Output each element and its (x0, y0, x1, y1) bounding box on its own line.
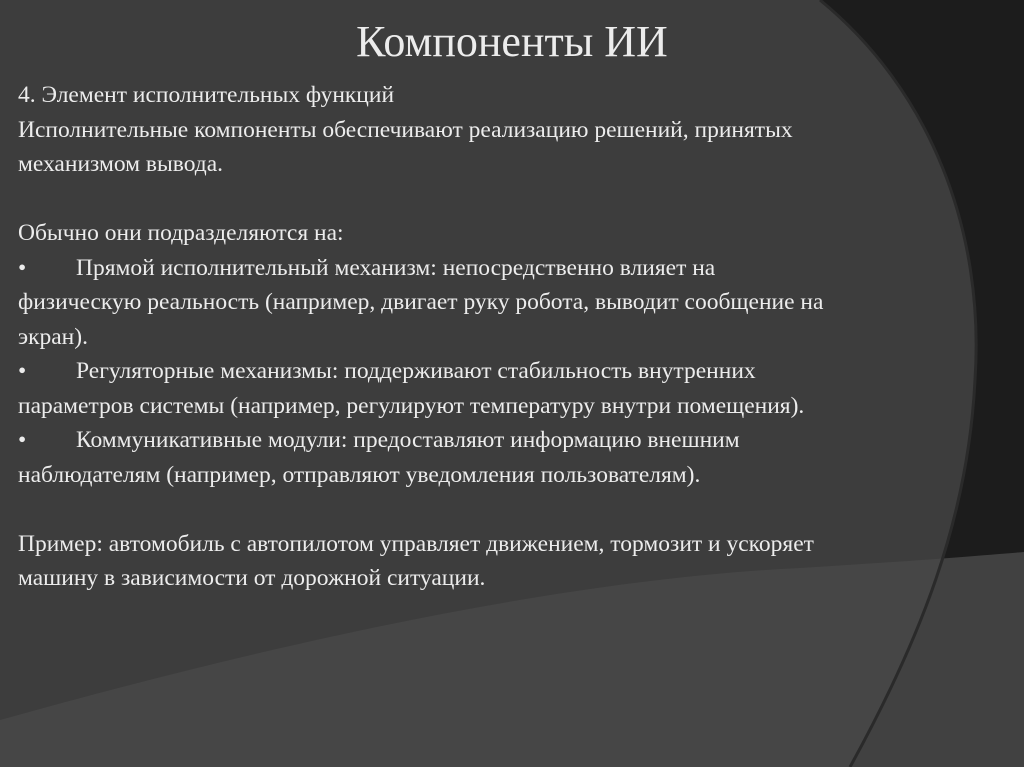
spacer (18, 182, 1008, 217)
bullet-2-line-2: параметров системы (например, регулируют температуру внутри помещения). (18, 392, 805, 419)
bullet-1-line-3: экран). (18, 323, 88, 350)
bullet-2-line-1: Регуляторные механизмы: поддерживают стабильность внутренних (76, 358, 756, 384)
bullet-item-1 (18, 251, 1008, 286)
spacer (18, 492, 1008, 527)
bullet-item-2 (18, 354, 1008, 389)
section-heading: 4. Элемент исполнительных функций (18, 82, 395, 108)
bullet-1-line-2: физическую реальность (например, двигает руку робота, выводит сообщение на (18, 289, 824, 315)
bullet-item-3 (18, 423, 1008, 458)
subdivide-text: Обычно они подразделяются на: (18, 220, 344, 246)
slide-title: Компоненты ИИ (356, 17, 668, 66)
intro-line-1: Исполнительные компоненты обеспечивают реализацию решений, принятых (18, 116, 793, 143)
bullet-icon: • (18, 358, 27, 384)
bullet-3-line-1: Коммуникативные модули: предоставляют информацию внешним (76, 427, 740, 453)
example-line-2: машину в зависимости от дорожной ситуации. (18, 565, 486, 591)
bullet-icon: • (18, 254, 27, 281)
intro-line-2: механизмом вывода. (18, 151, 224, 177)
example-line-1: Пример: автомобиль с автопилотом управляет движением, тормозит и ускоряет (18, 530, 814, 557)
slide-body (18, 78, 1008, 596)
bullet-icon: • (18, 427, 27, 453)
bullet-1-line-1: Прямой исполнительный механизм: непосредственно влияет на (76, 254, 716, 281)
bullet-3-line-2: наблюдателям (например, отправляют уведомления пользователям). (18, 461, 701, 488)
